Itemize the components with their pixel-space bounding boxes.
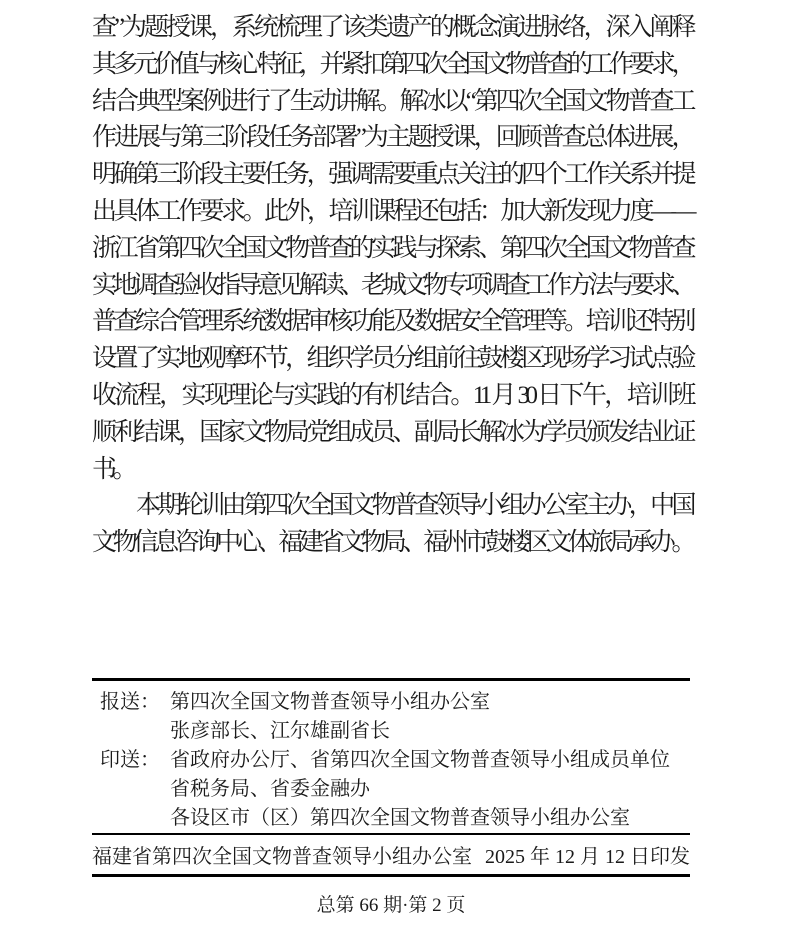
distribution-line: 张彦部长、江尔雄副省长: [170, 720, 390, 742]
body-line-paragraph-end: 文物信息咨询中心、福建省文物局、福州市鼓楼区文体旅局承办。: [92, 529, 692, 557]
distribution-label: 报送：: [100, 691, 160, 713]
distribution-block: [92, 688, 690, 833]
print-date: 2025 年 12 月 12 日印发: [485, 846, 690, 868]
body-line: 出具体工作要求。此外，培训课程还包括：加大新发现力度——: [92, 197, 692, 225]
body-line: 结合典型案例进行了生动讲解。解冰以“第四次全国文物普查工: [92, 87, 692, 115]
body-line: 实地调查验收指导意见解读、老城文物专项调查工作方法与要求、: [92, 271, 692, 299]
distribution-entry-yinsong: [92, 746, 690, 833]
distribution-line: 省政府办公厅、省第四次全国文物普查领导小组成员单位: [170, 749, 670, 771]
body-line: 收流程，实现理论与实践的有机结合。11 月 30 日下午，培训班: [92, 381, 692, 409]
body-line-paragraph-end: 书。: [92, 455, 134, 483]
body-line: 明确第三阶段主要任务，强调需要重点关注的四个工作关系并提: [92, 161, 692, 189]
body-line-paragraph-start: 本期轮训由第四次全国文物普查领导小组办公室主办，中国: [136, 492, 692, 520]
page-number: 总第 66 期·第 2 页: [316, 895, 466, 916]
footer-bottom-rule: [92, 874, 690, 877]
body-line: 作进展与第三阶段任务部署”为主题授课，回顾普查总体进展，: [92, 124, 692, 152]
issuer-row: [92, 835, 690, 874]
distribution-lines: [170, 688, 690, 746]
body-line: 顺利结课，国家文物局党组成员、副局长解冰为学员颁发结业证: [92, 418, 692, 446]
body-text: [92, 10, 692, 562]
distribution-line: 各设区市（区）第四次全国文物普查领导小组办公室: [170, 807, 630, 829]
body-line: 查”为题授课，系统梳理了该类遗产的概念演进脉络，深入阐释: [92, 14, 692, 41]
footer-top-rule: [92, 678, 690, 681]
distribution-label: 印送：: [100, 749, 160, 771]
distribution-line: 省税务局、省委金融办: [170, 778, 370, 800]
distribution-lines: [170, 746, 690, 833]
body-line: 普查综合管理系统数据审核功能及数据安全管理等。培训还特别: [92, 308, 692, 336]
body-line: 设置了实地观摩环节，组织学员分组前往鼓楼区现场学习试点验: [92, 345, 692, 373]
distribution-entry-baosong: [92, 688, 690, 746]
body-line: 浙江省第四次全国文物普查的实践与探索、第四次全国文物普查: [92, 234, 692, 262]
body-line: 其多元价值与核心特征，并紧扣第四次全国文物普查的工作要求，: [92, 50, 692, 78]
issuer-name: 福建省第四次全国文物普查领导小组办公室: [92, 846, 472, 868]
distribution-line: 第四次全国文物普查领导小组办公室: [170, 691, 490, 713]
